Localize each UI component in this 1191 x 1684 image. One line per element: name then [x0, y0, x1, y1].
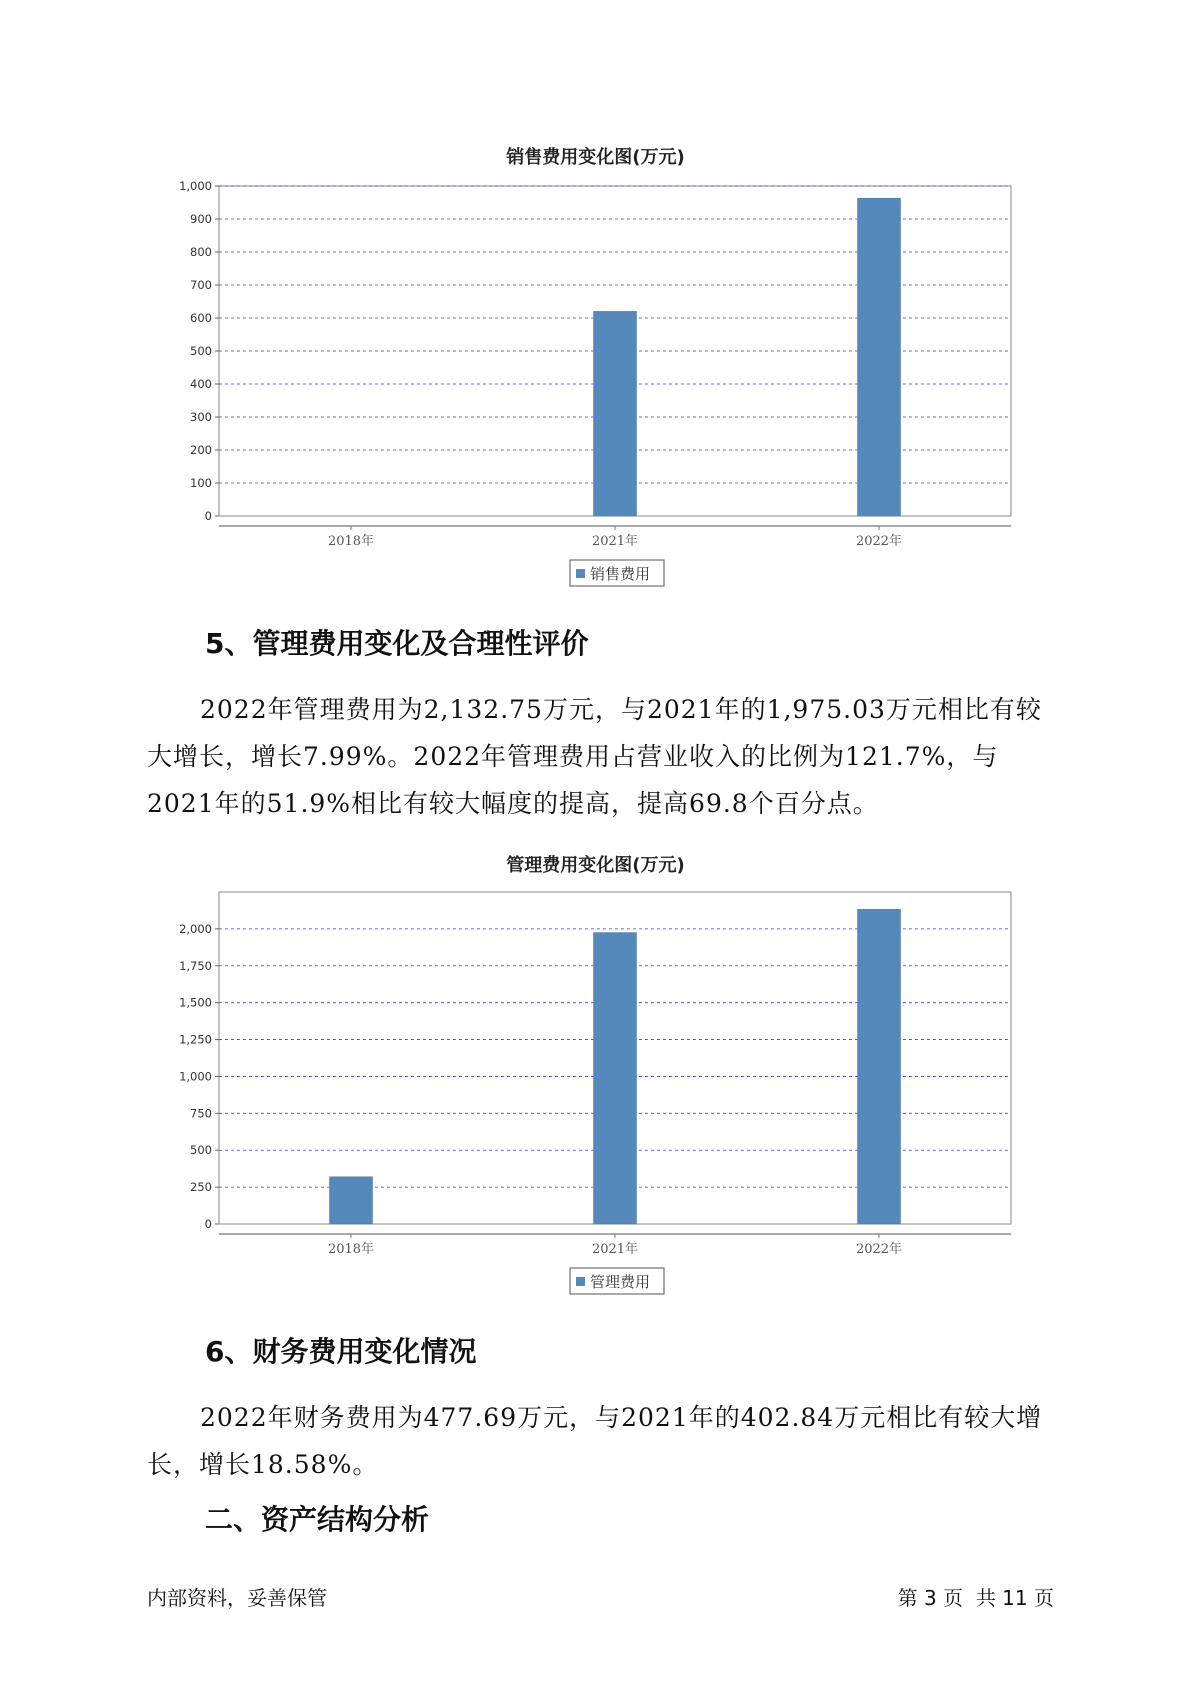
bar: [594, 311, 637, 516]
admin-expense-chart: [0, 888, 1191, 1303]
section-two-heading: 二、资产结构分析: [205, 1503, 430, 1536]
y-tick-label: 200: [190, 443, 212, 457]
bar: [330, 1177, 373, 1224]
y-tick-label: 1,750: [179, 958, 212, 973]
y-tick-label: 500: [190, 344, 212, 358]
y-tick-label: 500: [190, 1143, 212, 1158]
y-tick-label: 0: [204, 1217, 212, 1231]
y-tick-label: 400: [190, 377, 212, 391]
y-tick-label: 800: [190, 245, 212, 259]
x-tick-label: 2021年: [591, 534, 639, 549]
y-tick-label: 250: [190, 1180, 212, 1195]
y-tick-label: 1,000: [179, 1069, 212, 1084]
y-tick-label: 2,000: [179, 921, 212, 936]
bar: [594, 933, 637, 1224]
sales-expense-chart: [0, 180, 1191, 595]
y-tick-label: 1,500: [179, 995, 212, 1010]
section-6-paragraph: 2022年财务费用为477.69万元，与2021年的402.84万元相比有较大增长，增长18.58%。: [147, 1403, 1043, 1479]
y-tick-label: 1,000: [179, 180, 212, 193]
legend-label: 管理费用: [590, 1273, 651, 1291]
bar: [858, 198, 901, 516]
x-tick-label: 2022年: [855, 534, 903, 549]
legend-swatch: [576, 1277, 585, 1286]
chart1-title: 销售费用变化图(万元): [506, 147, 685, 168]
section-5-paragraph: 2022年管理费用为2,132.75万元，与2021年的1,975.03万元相比有较大增长，增长7.99%。2022年管理费用占营业收入的比例为121.7%，与2021年的51.9%相比有较大幅度的提高，提高69.8个百分点。: [147, 695, 1042, 818]
footer-page-number: 第 3 页 共 11 页: [897, 1586, 1054, 1610]
y-tick-label: 0: [204, 509, 212, 523]
x-tick-label: 2021年: [591, 1242, 639, 1257]
y-tick-label: 700: [190, 278, 212, 292]
chart2-title: 管理费用变化图(万元): [506, 855, 685, 876]
x-tick-label: 2018年: [327, 534, 375, 549]
y-tick-label: 1,250: [179, 1032, 212, 1047]
y-tick-label: 900: [190, 212, 212, 226]
y-tick-label: 300: [190, 410, 212, 424]
legend-label: 销售费用: [590, 565, 651, 583]
legend-swatch: [576, 569, 585, 578]
footer-confidential: 内部资料，妥善保管: [147, 1586, 327, 1610]
bar: [858, 909, 901, 1224]
section-5-heading: 5、管理费用变化及合理性评价: [205, 627, 589, 660]
y-tick-label: 100: [190, 476, 212, 490]
y-tick-label: 750: [190, 1106, 212, 1121]
y-tick-label: 600: [190, 311, 212, 325]
section-6-heading: 6、财务费用变化情况: [205, 1335, 477, 1368]
x-tick-label: 2022年: [855, 1242, 903, 1257]
x-tick-label: 2018年: [327, 1242, 375, 1257]
